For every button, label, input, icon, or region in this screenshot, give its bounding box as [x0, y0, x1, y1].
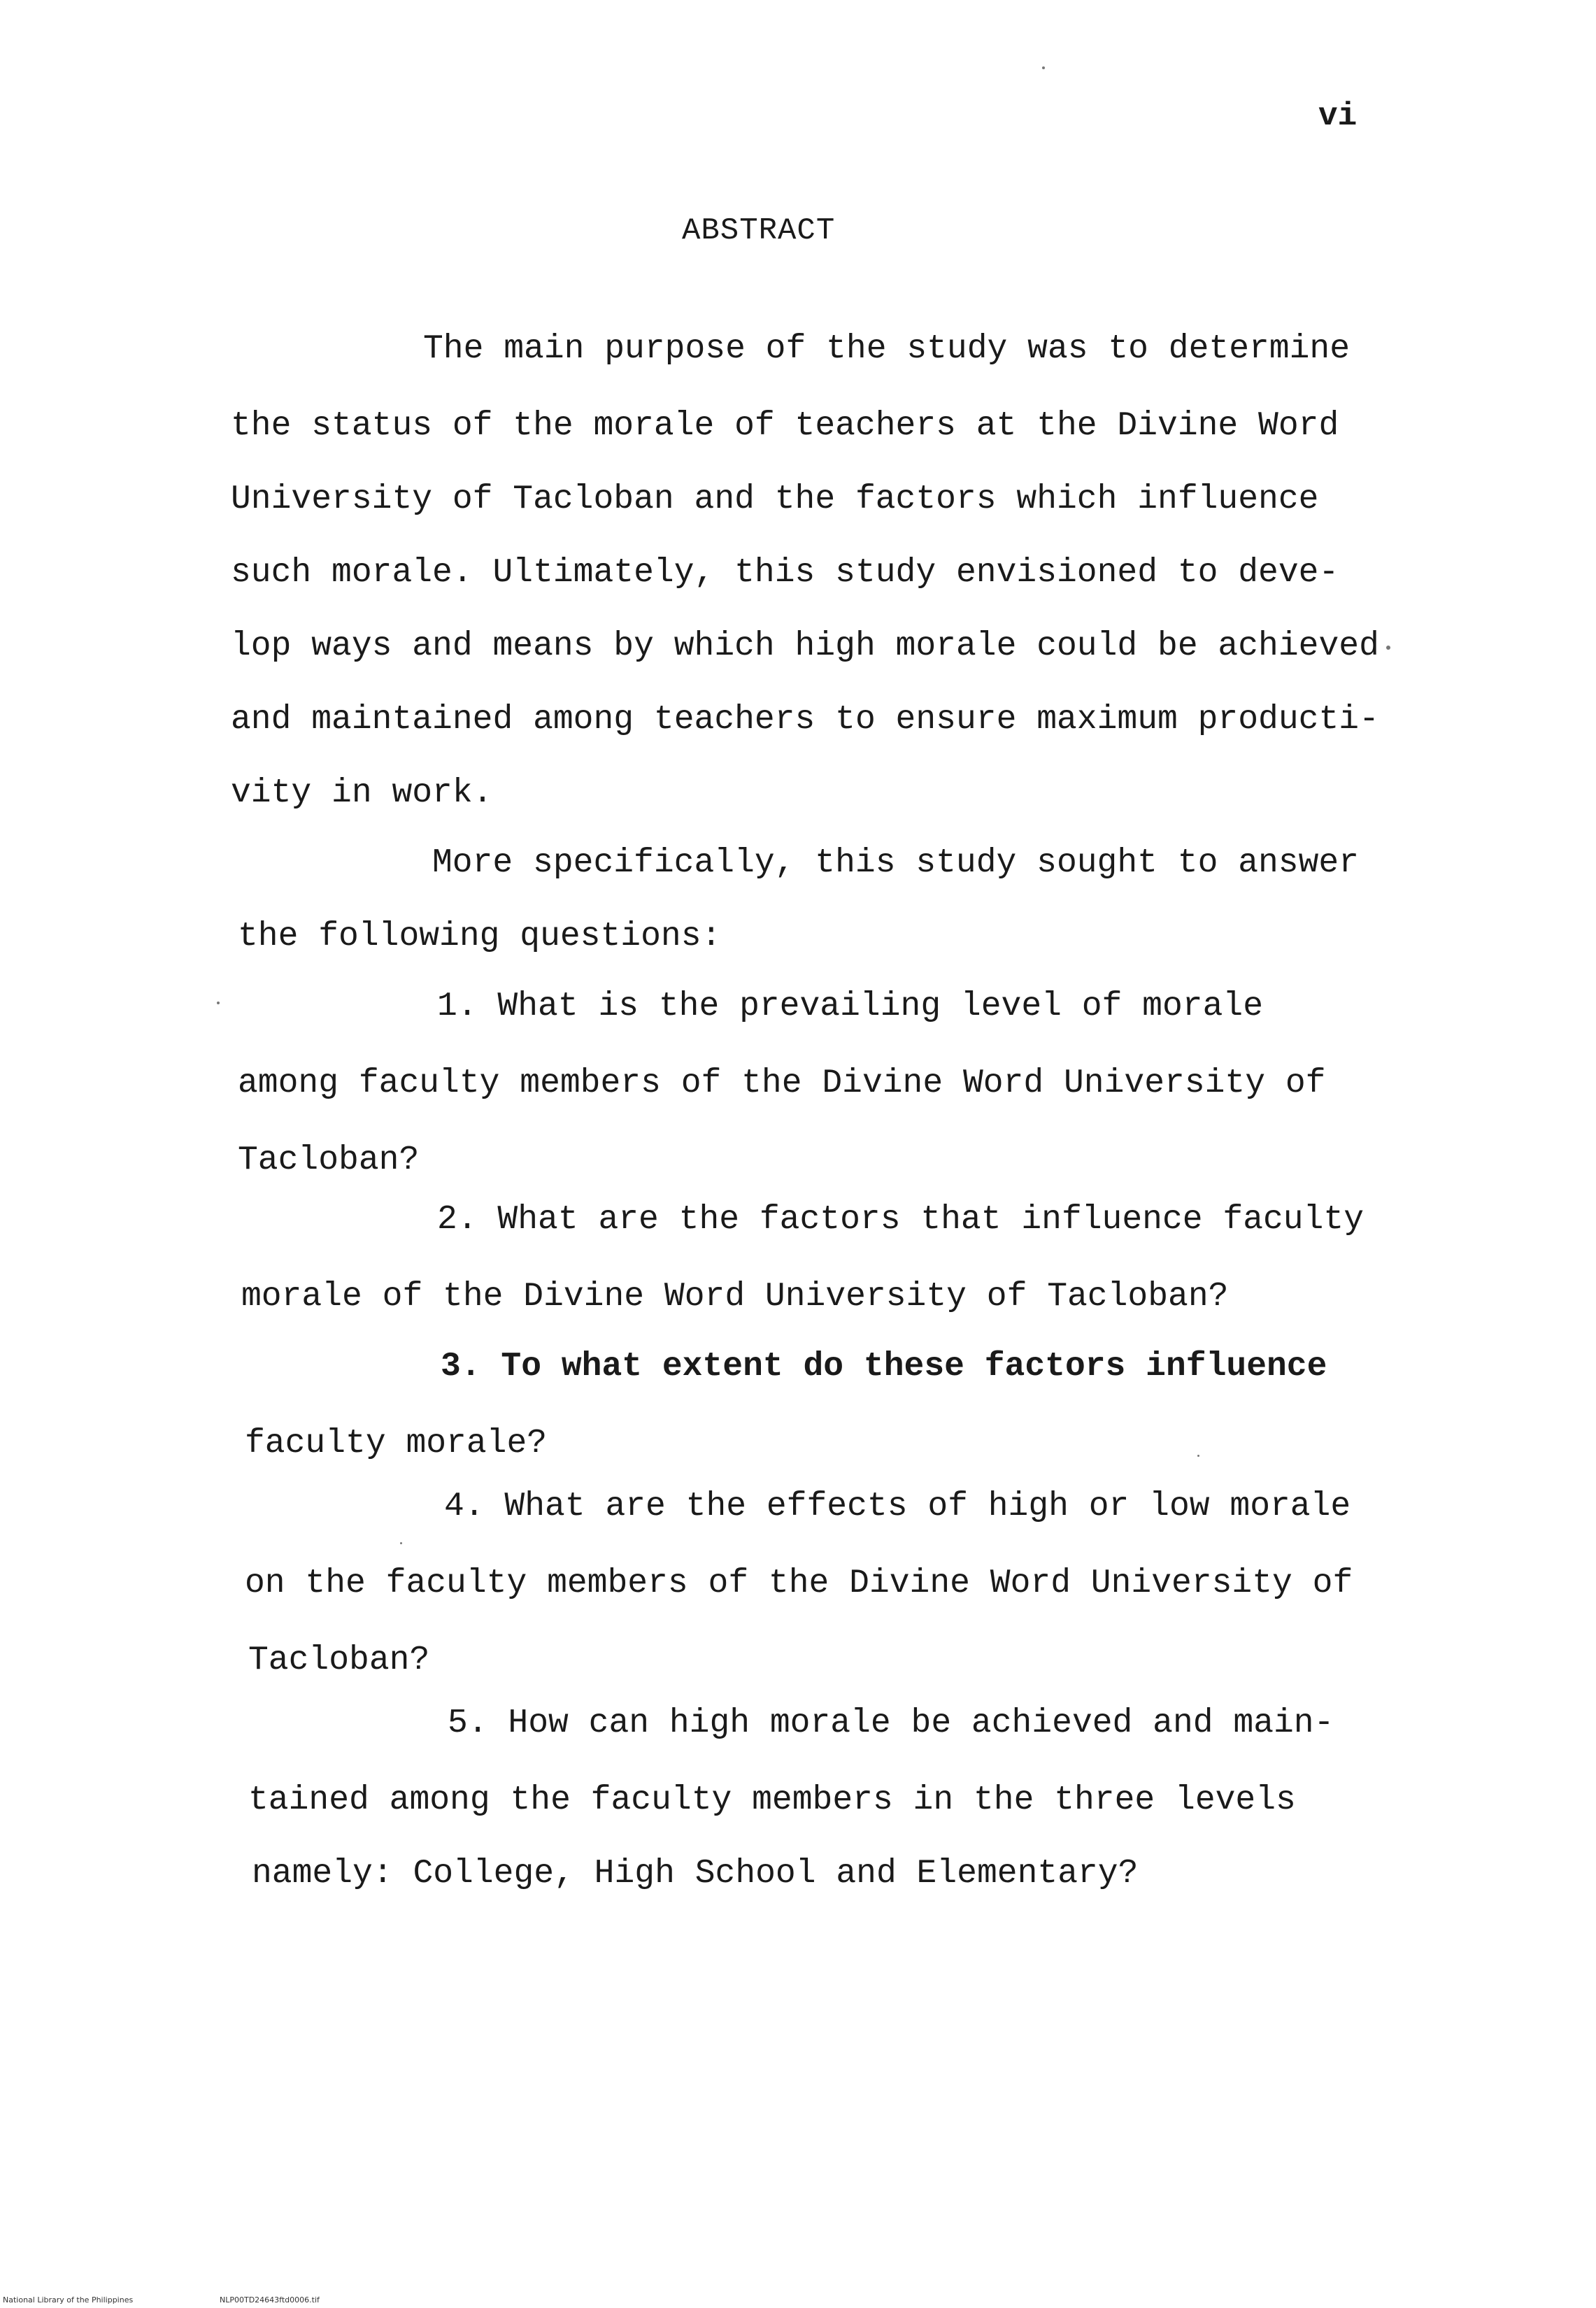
question-line: namely: College, High School and Elementary?	[252, 1855, 1139, 1893]
scan-speck	[400, 1542, 402, 1544]
text-line: and maintained among teachers to ensure maximum producti-	[231, 701, 1379, 739]
scan-speck	[1042, 66, 1045, 69]
question-line: Tacloban?	[238, 1141, 420, 1179]
library-credit: National Library of the Philippines	[3, 2295, 134, 2305]
question-line: morale of the Divine Word University of Tacloban?	[241, 1278, 1229, 1316]
question-line: 1. What is the prevailing level of morale	[437, 988, 1263, 1025]
question-line: among faculty members of the Divine Word University of	[238, 1064, 1326, 1102]
question-line: on the faculty members of the Divine Word University of	[245, 1565, 1353, 1602]
text-line: vity in work.	[231, 774, 493, 812]
text-line: the status of the morale of teachers at the Divine Word	[231, 407, 1339, 445]
question-line: 5. How can high morale be achieved and main-	[448, 1704, 1334, 1742]
text-line: The main purpose of the study was to determine	[423, 330, 1351, 368]
text-line: the following questions:	[238, 918, 722, 955]
page-title: ABSTRACT	[682, 213, 836, 248]
scan-speck	[1386, 646, 1390, 650]
question-line: Tacloban?	[248, 1641, 430, 1679]
text-line: such morale. Ultimately, this study envisioned to deve-	[231, 554, 1339, 592]
question-line: 2. What are the factors that influence faculty	[437, 1201, 1365, 1239]
text-line: lop ways and means by which high morale could be achieved	[231, 627, 1379, 665]
text-line: More specifically, this study sought to answer	[432, 844, 1360, 882]
question-line: tained among the faculty members in the three levels	[248, 1781, 1296, 1819]
scan-speck	[1197, 1455, 1199, 1457]
text-line: University of Tacloban and the factors which influence	[231, 480, 1319, 518]
page-number: vi	[1318, 98, 1358, 134]
scan-speck	[217, 1002, 220, 1004]
question-line: faculty morale?	[245, 1425, 548, 1462]
question-line: 3. To what extent do these factors influence	[441, 1348, 1327, 1385]
question-line: 4. What are the effects of high or low morale	[444, 1488, 1351, 1525]
file-name: NLP00TD24643ftd0006.tif	[220, 2295, 320, 2305]
scan-footer	[3, 2295, 320, 2305]
